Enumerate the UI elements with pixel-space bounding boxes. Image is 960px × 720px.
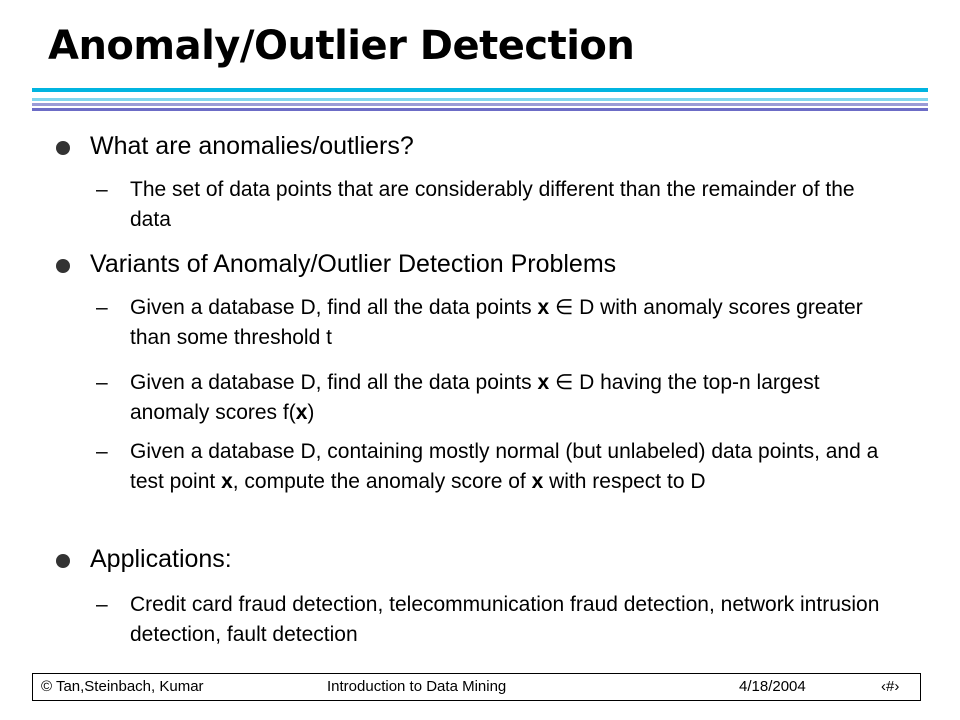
text-run: , compute the anomaly score of <box>232 470 532 493</box>
sub-item-text <box>130 293 890 353</box>
slide-title: Anomaly/Outlier Detection <box>48 23 635 69</box>
bullet-dot-icon <box>56 259 70 273</box>
dash-marker: – <box>96 440 108 463</box>
bullet-text: Variants of Anomaly/Outlier Detection Problems <box>90 250 617 278</box>
bullet-dot-icon <box>56 141 70 155</box>
text-run: ) <box>307 401 315 424</box>
footer-page-number: ‹#› <box>881 678 900 695</box>
text-run: Given a database D, containing mostly normal (but unlabeled) data points, and a test point <box>130 440 879 493</box>
bold-variable: x <box>295 401 308 424</box>
dash-marker: – <box>96 178 108 201</box>
sub-item-text <box>130 368 890 428</box>
footer-course: Introduction to Data Mining <box>327 678 507 695</box>
underline-stripe <box>32 98 928 101</box>
text-run: Given a database D, find all the data points <box>130 296 538 319</box>
bold-variable: x <box>221 470 233 493</box>
bold-variable: x <box>531 470 544 493</box>
sub-item-text <box>130 175 890 235</box>
bold-variable: x <box>537 296 550 319</box>
slide-footer <box>32 673 921 701</box>
text-run: Credit card fraud detection, telecommunication fraud detection, network intrusion detection, fault detection <box>130 593 880 646</box>
footer-date: 4/18/2004 <box>739 678 806 695</box>
footer-copyright: © Tan,Steinbach, Kumar <box>41 678 204 695</box>
sub-item-text <box>130 437 890 497</box>
underline-stripe <box>32 94 928 96</box>
bullet-text: What are anomalies/outliers? <box>90 132 414 160</box>
bullet-text: Applications: <box>90 545 232 573</box>
sub-item-text <box>130 590 890 650</box>
underline-stripe <box>32 108 928 111</box>
underline-stripe <box>32 88 928 92</box>
dash-marker: – <box>96 371 108 394</box>
text-run: ∈ D with anomaly scores greater than some threshold t <box>130 296 863 349</box>
text-run: The set of data points that are considerably different than the remainder of the data <box>130 178 855 231</box>
text-run: with respect to D <box>543 470 706 493</box>
underline-stripe <box>32 103 928 106</box>
dash-marker: – <box>96 296 108 319</box>
text-run: ∈ D having the top-n largest anomaly scores f( <box>130 371 820 424</box>
bold-variable: x <box>537 371 550 394</box>
bullet-dot-icon <box>56 554 70 568</box>
text-run: Given a database D, find all the data points <box>130 371 538 394</box>
title-underline <box>32 88 928 111</box>
dash-marker: – <box>96 593 108 616</box>
